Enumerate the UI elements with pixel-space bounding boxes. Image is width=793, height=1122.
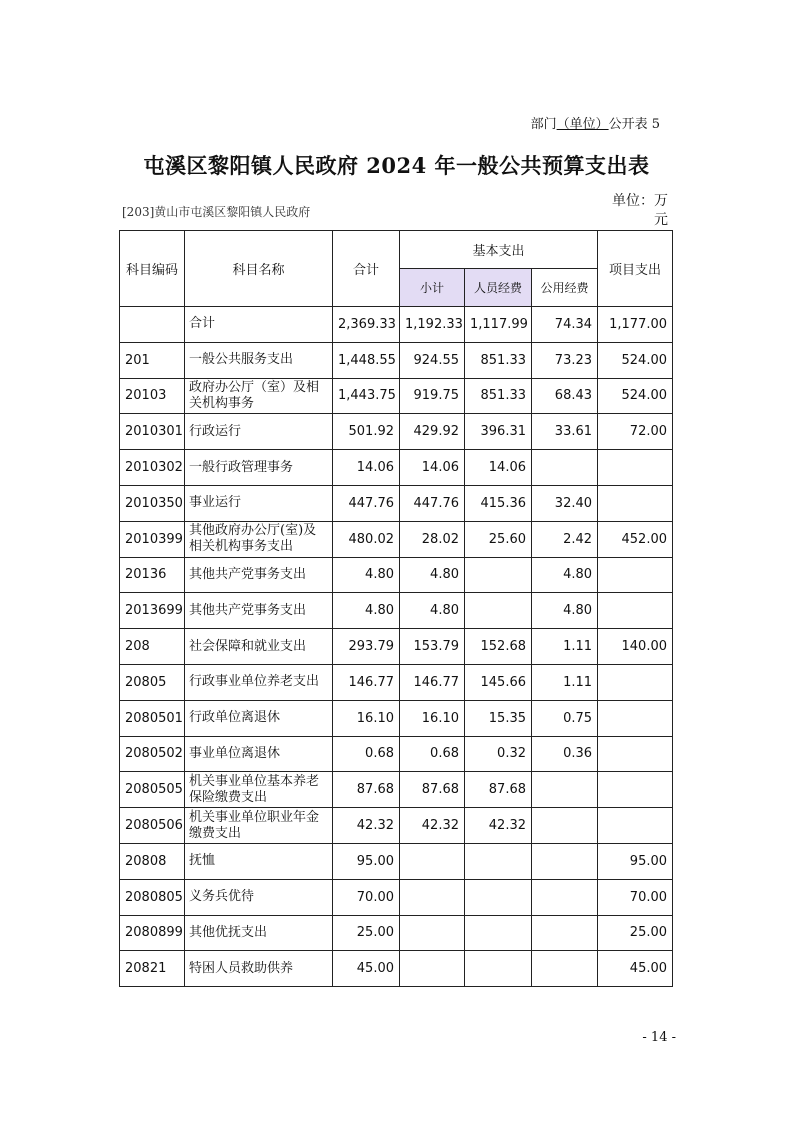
cell-code: 20103 bbox=[120, 378, 185, 414]
header-basic: 基本支出 bbox=[400, 231, 598, 269]
cell-total: 0.68 bbox=[333, 736, 400, 772]
table-row bbox=[120, 700, 673, 736]
cell-code: 2080505 bbox=[120, 772, 185, 808]
table-row bbox=[120, 593, 673, 629]
table-row bbox=[120, 485, 673, 521]
table-row bbox=[120, 450, 673, 486]
table-row bbox=[120, 879, 673, 915]
cell-name: 一般公共服务支出 bbox=[185, 342, 333, 378]
table-row bbox=[120, 843, 673, 879]
cell-personnel bbox=[465, 593, 532, 629]
cell-personnel: 1,117.99 bbox=[465, 307, 532, 343]
cell-public: 1.11 bbox=[532, 629, 598, 665]
table-body bbox=[120, 307, 673, 987]
table-row bbox=[120, 557, 673, 593]
cell-subtotal: 919.75 bbox=[400, 378, 465, 414]
cell-public: 0.36 bbox=[532, 736, 598, 772]
header-project: 项目支出 bbox=[598, 231, 673, 307]
cell-subtotal: 4.80 bbox=[400, 557, 465, 593]
cell-name: 行政单位离退休 bbox=[185, 700, 333, 736]
cell-code: 2080501 bbox=[120, 700, 185, 736]
cell-name: 政府办公厅（室）及相关机构事务 bbox=[185, 378, 333, 414]
unit-label: 单位：万元 bbox=[612, 193, 668, 228]
cell-subtotal: 28.02 bbox=[400, 521, 465, 557]
cell-name: 抚恤 bbox=[185, 843, 333, 879]
cell-project bbox=[598, 664, 673, 700]
cell-subtotal bbox=[400, 915, 465, 951]
document-code-unit: （单位） bbox=[556, 117, 609, 132]
cell-subtotal: 14.06 bbox=[400, 450, 465, 486]
cell-name: 行政事业单位养老支出 bbox=[185, 664, 333, 700]
cell-project bbox=[598, 808, 673, 844]
cell-total: 45.00 bbox=[333, 951, 400, 987]
table-row bbox=[120, 307, 673, 343]
cell-personnel: 87.68 bbox=[465, 772, 532, 808]
cell-name: 社会保障和就业支出 bbox=[185, 629, 333, 665]
cell-code: 2010399 bbox=[120, 521, 185, 557]
table-row bbox=[120, 629, 673, 665]
cell-total: 447.76 bbox=[333, 485, 400, 521]
cell-code: 208 bbox=[120, 629, 185, 665]
table-row bbox=[120, 414, 673, 450]
cell-total: 16.10 bbox=[333, 700, 400, 736]
cell-name: 事业单位离退休 bbox=[185, 736, 333, 772]
table-row bbox=[120, 915, 673, 951]
cell-public bbox=[532, 772, 598, 808]
cell-personnel bbox=[465, 915, 532, 951]
cell-personnel: 15.35 bbox=[465, 700, 532, 736]
cell-project: 524.00 bbox=[598, 342, 673, 378]
page-number: - 14 - bbox=[642, 1030, 676, 1045]
cell-public bbox=[532, 915, 598, 951]
cell-subtotal: 447.76 bbox=[400, 485, 465, 521]
cell-name: 行政运行 bbox=[185, 414, 333, 450]
page-title: 屯溪区黎阳镇人民政府 2024 年一般公共预算支出表 bbox=[143, 153, 650, 178]
cell-code: 2080805 bbox=[120, 879, 185, 915]
cell-personnel: 415.36 bbox=[465, 485, 532, 521]
cell-total: 95.00 bbox=[333, 843, 400, 879]
table-row bbox=[120, 664, 673, 700]
cell-public bbox=[532, 951, 598, 987]
cell-personnel: 851.33 bbox=[465, 378, 532, 414]
cell-project bbox=[598, 485, 673, 521]
cell-project: 45.00 bbox=[598, 951, 673, 987]
cell-total: 4.80 bbox=[333, 593, 400, 629]
cell-project bbox=[598, 700, 673, 736]
cell-total: 501.92 bbox=[333, 414, 400, 450]
cell-total: 1,448.55 bbox=[333, 342, 400, 378]
cell-name: 机关事业单位职业年金缴费支出 bbox=[185, 808, 333, 844]
cell-project bbox=[598, 772, 673, 808]
cell-public: 0.75 bbox=[532, 700, 598, 736]
cell-subtotal bbox=[400, 843, 465, 879]
document-code-suffix: 公开表 5 bbox=[608, 117, 660, 132]
cell-personnel: 851.33 bbox=[465, 342, 532, 378]
cell-personnel bbox=[465, 879, 532, 915]
cell-project bbox=[598, 557, 673, 593]
cell-code: 2010301 bbox=[120, 414, 185, 450]
budget-table bbox=[119, 230, 673, 987]
table-row bbox=[120, 951, 673, 987]
cell-total: 2,369.33 bbox=[333, 307, 400, 343]
cell-code: 20805 bbox=[120, 664, 185, 700]
cell-public bbox=[532, 808, 598, 844]
cell-subtotal bbox=[400, 951, 465, 987]
cell-total: 146.77 bbox=[333, 664, 400, 700]
table-row bbox=[120, 521, 673, 557]
cell-subtotal: 4.80 bbox=[400, 593, 465, 629]
cell-public bbox=[532, 879, 598, 915]
cell-subtotal bbox=[400, 879, 465, 915]
cell-name: 其他政府办公厅(室)及相关机构事务支出 bbox=[185, 521, 333, 557]
cell-public: 74.34 bbox=[532, 307, 598, 343]
table-row bbox=[120, 378, 673, 414]
cell-public: 2.42 bbox=[532, 521, 598, 557]
header-name: 科目名称 bbox=[185, 231, 333, 307]
cell-personnel: 0.32 bbox=[465, 736, 532, 772]
cell-code: 201 bbox=[120, 342, 185, 378]
cell-code bbox=[120, 307, 185, 343]
cell-public: 1.11 bbox=[532, 664, 598, 700]
cell-project: 524.00 bbox=[598, 378, 673, 414]
cell-code: 20808 bbox=[120, 843, 185, 879]
cell-project: 25.00 bbox=[598, 915, 673, 951]
cell-subtotal: 16.10 bbox=[400, 700, 465, 736]
cell-code: 2013699 bbox=[120, 593, 185, 629]
cell-total: 1,443.75 bbox=[333, 378, 400, 414]
cell-public: 33.61 bbox=[532, 414, 598, 450]
header-personnel: 人员经费 bbox=[465, 269, 532, 307]
organization-label: [203]黄山市屯溪区黎阳镇人民政府 bbox=[122, 205, 311, 219]
cell-project: 95.00 bbox=[598, 843, 673, 879]
table-row bbox=[120, 736, 673, 772]
cell-code: 2080899 bbox=[120, 915, 185, 951]
cell-project: 72.00 bbox=[598, 414, 673, 450]
cell-subtotal: 42.32 bbox=[400, 808, 465, 844]
table-row bbox=[120, 342, 673, 378]
cell-total: 25.00 bbox=[333, 915, 400, 951]
cell-total: 87.68 bbox=[333, 772, 400, 808]
cell-code: 2010302 bbox=[120, 450, 185, 486]
cell-public bbox=[532, 450, 598, 486]
header-code: 科目编码 bbox=[120, 231, 185, 307]
cell-project: 70.00 bbox=[598, 879, 673, 915]
cell-code: 2080502 bbox=[120, 736, 185, 772]
document-code-prefix: 部门 bbox=[530, 117, 557, 132]
cell-name: 一般行政管理事务 bbox=[185, 450, 333, 486]
cell-code: 2010350 bbox=[120, 485, 185, 521]
cell-code: 2080506 bbox=[120, 808, 185, 844]
cell-total: 14.06 bbox=[333, 450, 400, 486]
cell-project: 452.00 bbox=[598, 521, 673, 557]
cell-code: 20136 bbox=[120, 557, 185, 593]
cell-total: 293.79 bbox=[333, 629, 400, 665]
cell-personnel bbox=[465, 557, 532, 593]
cell-subtotal: 924.55 bbox=[400, 342, 465, 378]
cell-name: 事业运行 bbox=[185, 485, 333, 521]
cell-total: 42.32 bbox=[333, 808, 400, 844]
cell-personnel: 152.68 bbox=[465, 629, 532, 665]
cell-subtotal: 87.68 bbox=[400, 772, 465, 808]
cell-subtotal: 1,192.33 bbox=[400, 307, 465, 343]
cell-subtotal: 153.79 bbox=[400, 629, 465, 665]
cell-public bbox=[532, 843, 598, 879]
cell-personnel bbox=[465, 843, 532, 879]
cell-personnel: 25.60 bbox=[465, 521, 532, 557]
header-total: 合计 bbox=[333, 231, 400, 307]
cell-total: 70.00 bbox=[333, 879, 400, 915]
cell-subtotal: 429.92 bbox=[400, 414, 465, 450]
cell-subtotal: 0.68 bbox=[400, 736, 465, 772]
cell-public: 4.80 bbox=[532, 593, 598, 629]
table-row bbox=[120, 808, 673, 844]
cell-public: 4.80 bbox=[532, 557, 598, 593]
table-row bbox=[120, 772, 673, 808]
cell-personnel: 396.31 bbox=[465, 414, 532, 450]
header-subtotal: 小计 bbox=[400, 269, 465, 307]
cell-personnel: 14.06 bbox=[465, 450, 532, 486]
cell-name: 机关事业单位基本养老保险缴费支出 bbox=[185, 772, 333, 808]
cell-project: 1,177.00 bbox=[598, 307, 673, 343]
cell-personnel: 42.32 bbox=[465, 808, 532, 844]
cell-subtotal: 146.77 bbox=[400, 664, 465, 700]
cell-name: 其他共产党事务支出 bbox=[185, 593, 333, 629]
cell-project bbox=[598, 736, 673, 772]
cell-total: 4.80 bbox=[333, 557, 400, 593]
cell-name: 其他共产党事务支出 bbox=[185, 557, 333, 593]
cell-personnel bbox=[465, 951, 532, 987]
cell-name: 特困人员救助供养 bbox=[185, 951, 333, 987]
cell-project bbox=[598, 593, 673, 629]
cell-code: 20821 bbox=[120, 951, 185, 987]
cell-name: 合计 bbox=[185, 307, 333, 343]
cell-personnel: 145.66 bbox=[465, 664, 532, 700]
cell-name: 义务兵优待 bbox=[185, 879, 333, 915]
cell-total: 480.02 bbox=[333, 521, 400, 557]
cell-name: 其他优抚支出 bbox=[185, 915, 333, 951]
cell-public: 32.40 bbox=[532, 485, 598, 521]
cell-project: 140.00 bbox=[598, 629, 673, 665]
cell-public: 73.23 bbox=[532, 342, 598, 378]
cell-public: 68.43 bbox=[532, 378, 598, 414]
header-public: 公用经费 bbox=[532, 269, 598, 307]
document-code bbox=[480, 113, 660, 132]
cell-project bbox=[598, 450, 673, 486]
